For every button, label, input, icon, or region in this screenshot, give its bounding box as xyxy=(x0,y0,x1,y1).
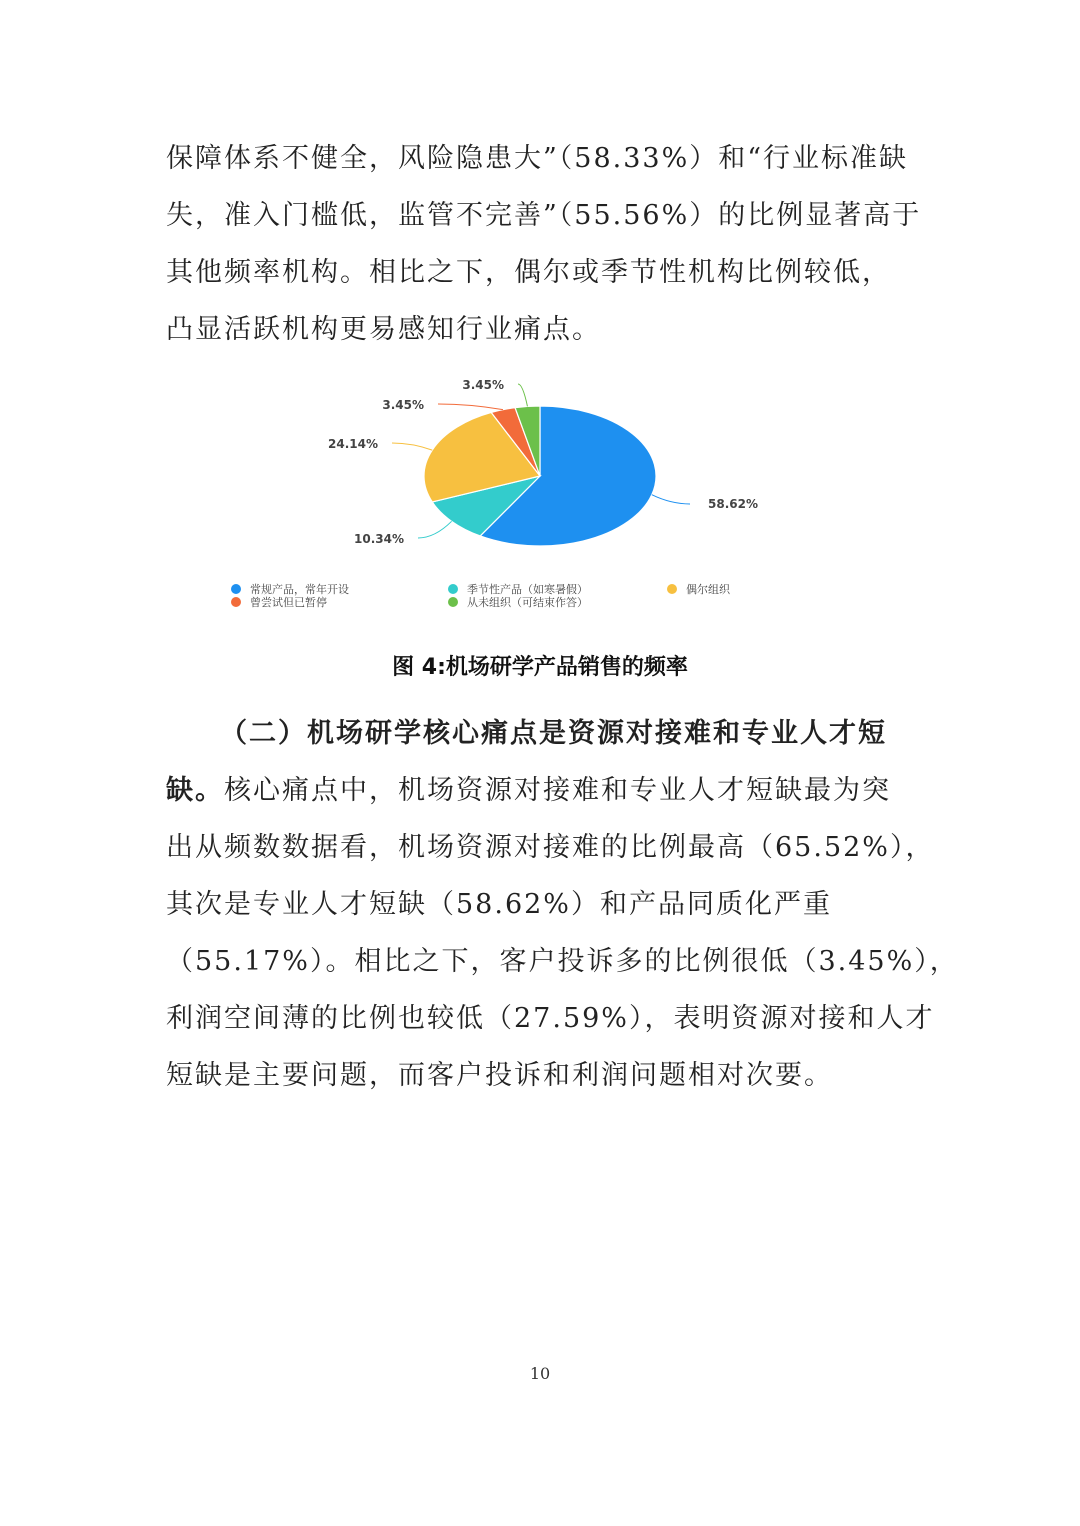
top-paragraph xyxy=(166,130,922,358)
legend-label: 常规产品，常年开设 xyxy=(250,583,349,596)
chart-legend xyxy=(231,582,731,609)
paragraph-line: 其他频率机构。相比之下，偶尔或季节性机构比例较低， xyxy=(166,257,891,288)
pie-data-label: 58.62% xyxy=(708,497,758,511)
paragraph-line: 利润空间薄的比例也较低（27.59%），表明资源对接和人才 xyxy=(166,1003,935,1034)
pie-slices xyxy=(424,406,656,546)
section-heading-end: 缺。 xyxy=(166,775,224,806)
page-number: 10 xyxy=(529,1364,551,1383)
legend-label: 曾尝试但已暂停 xyxy=(250,596,327,609)
paragraph-line: 保障体系不健全，风险隐患大”（58.33%）和“行业标准缺 xyxy=(166,143,909,174)
legend-marker xyxy=(231,597,241,607)
paragraph-text: 核心痛点中，机场资源对接难和专业人才短缺最为突 xyxy=(224,775,891,806)
pie-leader-line xyxy=(518,384,527,406)
paragraph-line: 出从频数数据看，机场资源对接难的比例最高（65.52%）， xyxy=(166,832,935,863)
paragraph-line: 其次是专业人才短缺（58.62%）和产品同质化严重 xyxy=(166,889,832,920)
pie-leader-line xyxy=(418,521,452,538)
pie-data-label: 3.45% xyxy=(382,398,424,412)
paragraph-line xyxy=(166,762,906,819)
legend-marker xyxy=(448,584,458,594)
legend-label: 从未组织（可结束作答） xyxy=(467,596,588,609)
legend-marker xyxy=(448,597,458,607)
paragraph-line: 短缺是主要问题，而客户投诉和利润问题相对次要。 xyxy=(166,1060,833,1091)
pie-data-label: 3.45% xyxy=(462,378,504,392)
paragraph-line: 凸显活跃机构更易感知行业痛点。 xyxy=(166,314,601,345)
legend-marker xyxy=(667,584,677,594)
pie-leader-line xyxy=(392,443,432,450)
legend-label: 季节性产品（如寒暑假） xyxy=(467,583,588,596)
pie-data-label: 10.34% xyxy=(354,532,404,546)
section-heading-line xyxy=(166,705,906,762)
pie-leader-line xyxy=(438,404,503,410)
paragraph-line: （55.17%）。相比之下，客户投诉多的比例很低（3.45%）， xyxy=(166,946,959,977)
pie-data-label: 24.14% xyxy=(328,437,378,451)
bottom-paragraph xyxy=(166,705,959,1104)
pie-chart xyxy=(0,370,1080,620)
figure-caption: 图 4:机场研学产品销售的频率 xyxy=(392,655,688,680)
legend-marker xyxy=(231,584,241,594)
paragraph-line: 失，准入门槛低，监管不完善”（55.56%）的比例显著高于 xyxy=(166,200,922,231)
section-heading: （二）机场研学核心痛点是资源对接难和专业人才短 xyxy=(220,718,887,749)
legend-label: 偶尔组织 xyxy=(686,583,730,596)
pie-leader-line xyxy=(652,495,690,504)
